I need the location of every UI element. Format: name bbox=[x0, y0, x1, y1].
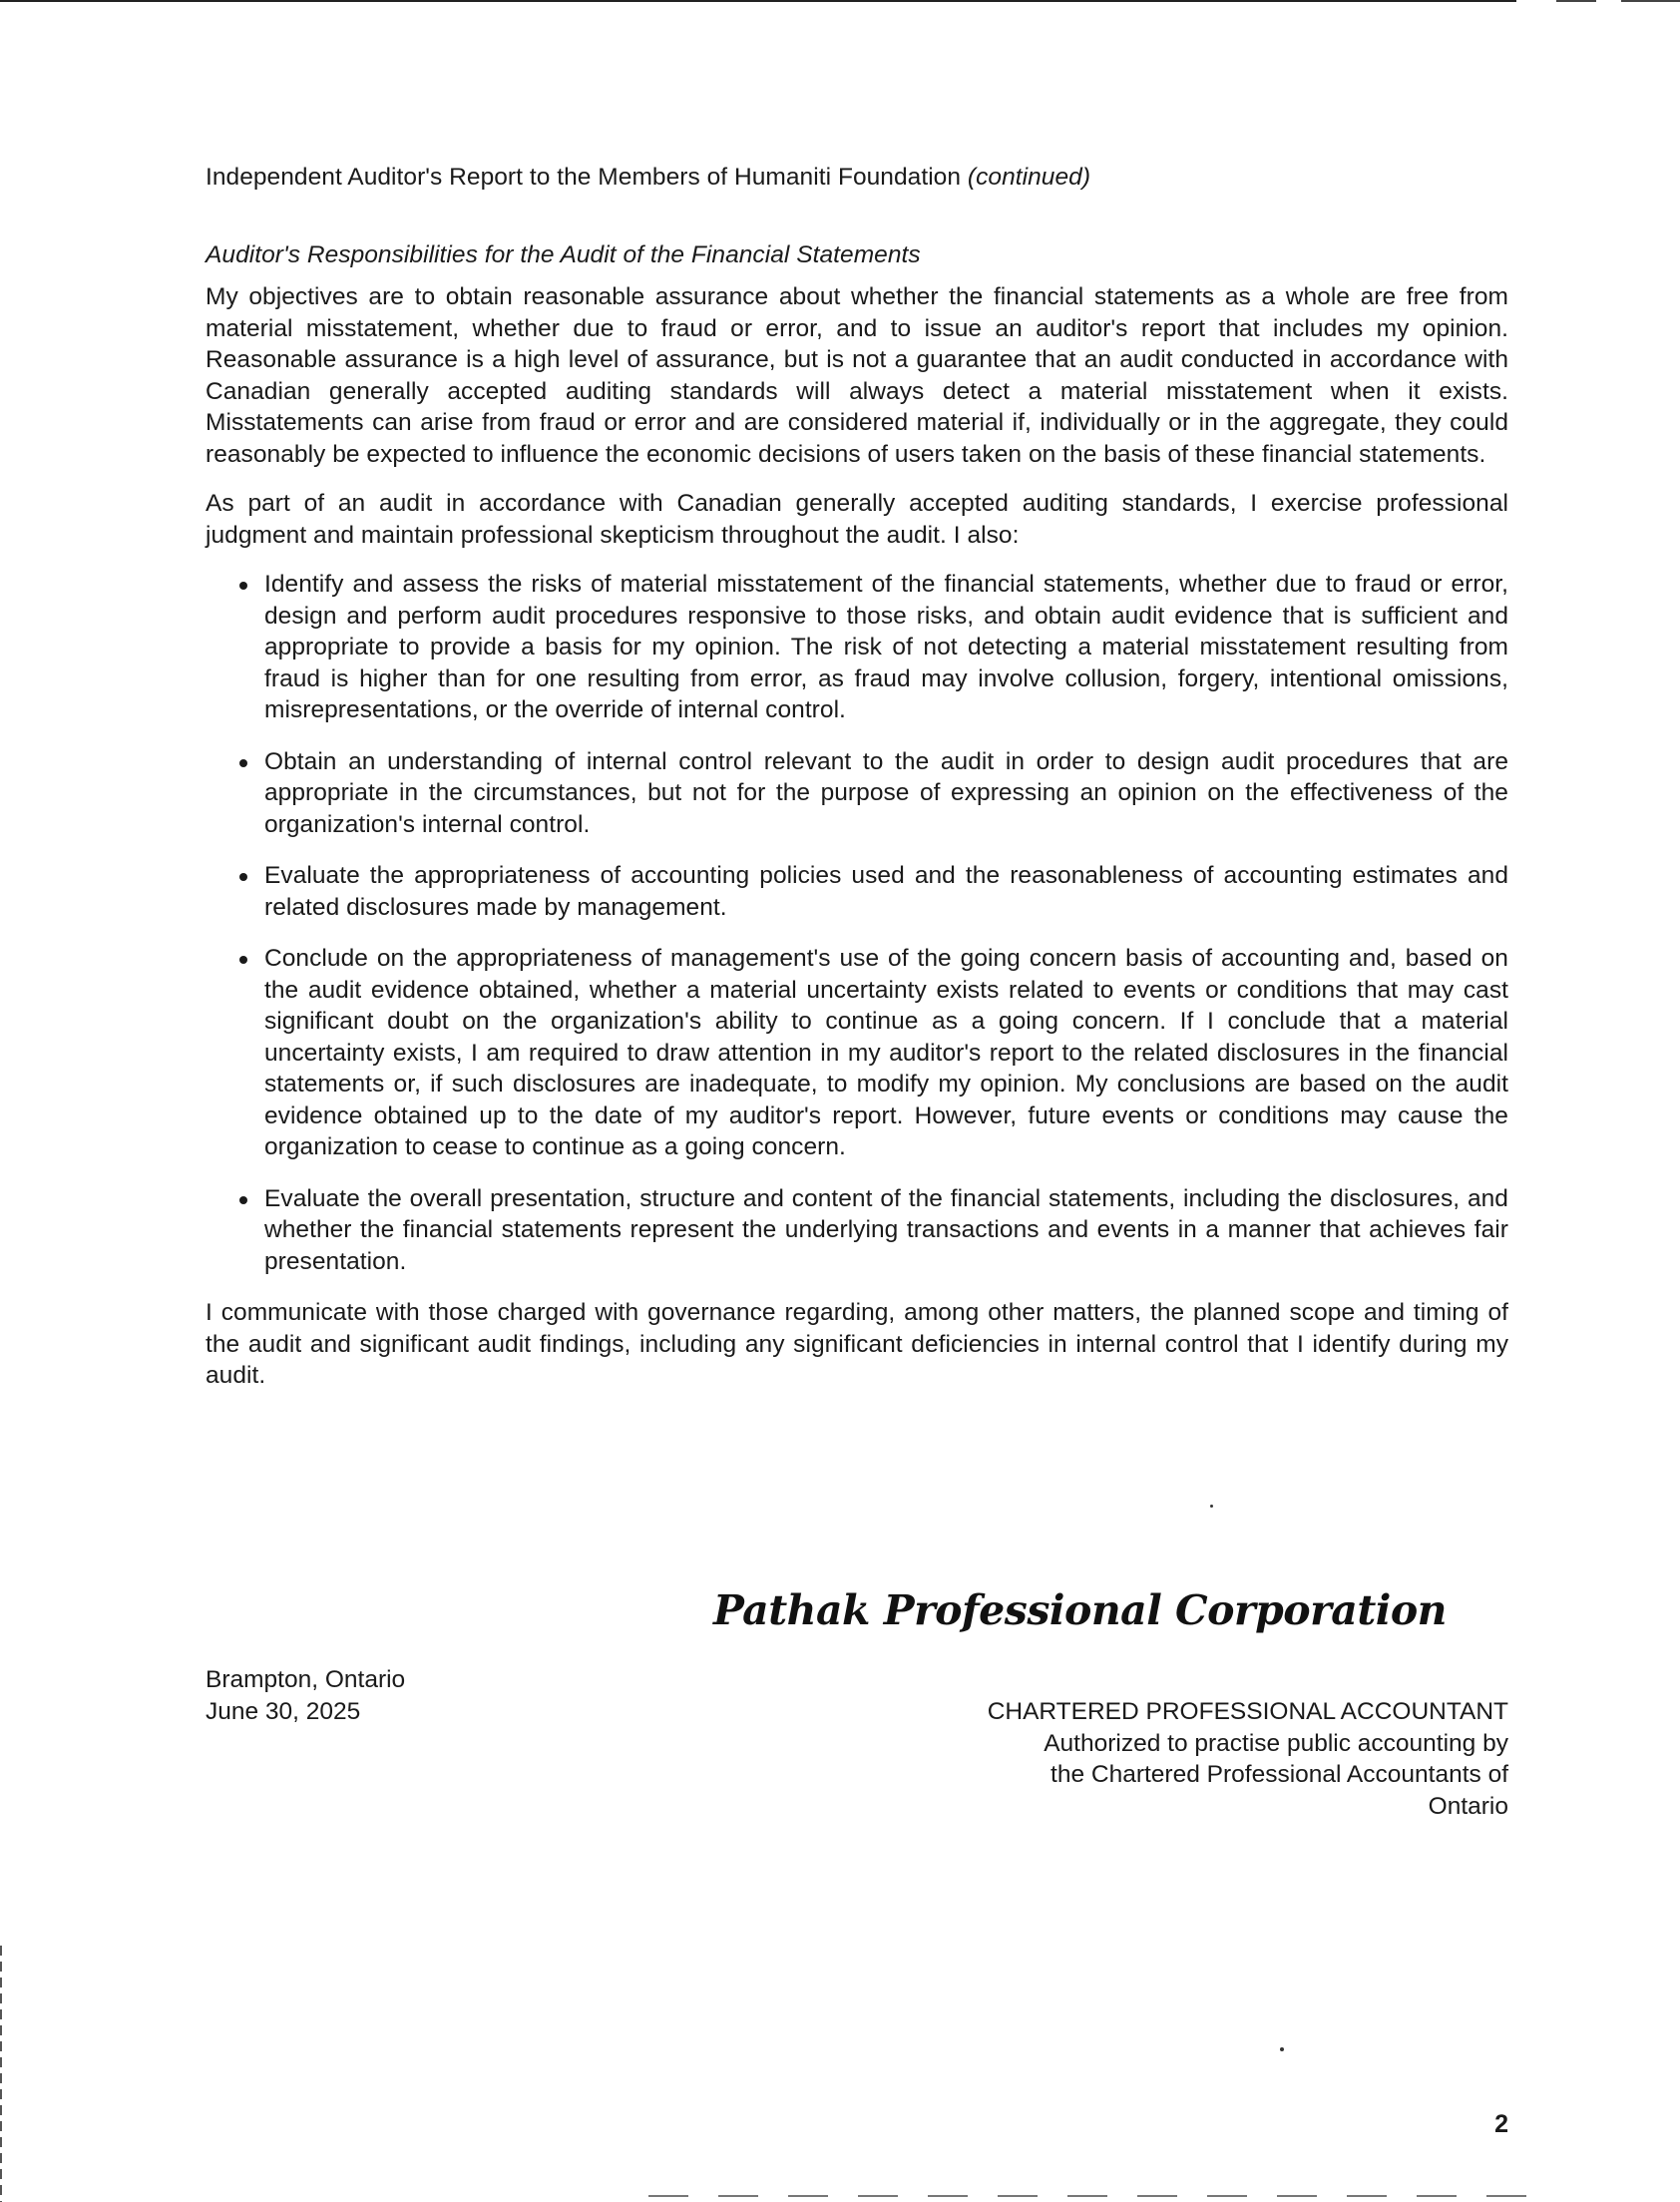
list-item: Evaluate the overall presentation, structure and content of the financial statements, including the disclosures, and whether the financial statements represent the underlying transactions and events in a manner that achieves fair presentation. bbox=[206, 1183, 1508, 1278]
scan-edge-top bbox=[0, 0, 1680, 2]
responsibilities-list bbox=[206, 569, 1508, 1277]
report-header bbox=[206, 162, 1508, 194]
authorization-line: Authorized to practise public accounting by bbox=[1044, 1729, 1508, 1757]
location-date bbox=[206, 1664, 405, 1727]
list-item: Obtain an understanding of internal control relevant to the audit in order to design audit procedures that are appropriate in the circumstances, but not for the purpose of expressing an opinion on the effectiveness of the organization's internal control. bbox=[206, 746, 1508, 841]
page-number: 2 bbox=[1494, 2110, 1508, 2138]
scan-speck bbox=[1210, 1505, 1213, 1508]
scan-edge-left bbox=[0, 1946, 2, 2202]
firm-designation bbox=[988, 1696, 1508, 1822]
city-label: Brampton, Ontario bbox=[206, 1666, 406, 1693]
list-item: Evaluate the appropriateness of accounting policies used and the reasonableness of accounting estimates and related disclosures made by management. bbox=[206, 860, 1508, 923]
report-page bbox=[206, 162, 1508, 1410]
report-title: Independent Auditor's Report to the Members of Humaniti Foundation bbox=[206, 164, 962, 191]
signature-block bbox=[206, 1586, 1508, 1846]
objectives-paragraph: My objectives are to obtain reasonable assurance about whether the financial statements as a whole are free from material misstatement, whether due to fraud or error, and to issue an auditor's report that includes my opinion. Reasonable assurance is a high level of assurance, but is not a guarantee that an audit conducted in accordance with Canadian generally accepted auditing standards will always detect a material misstatement when it exists. Misstatements can arise from fraud or error and are considered material if, individually or in the aggregate, they could reasonably be expected to influence the economic decisions of users taken on the basis of these financial statements. bbox=[206, 283, 1508, 468]
closing-paragraph: I communicate with those charged with governance regarding, among other matters, the planned scope and timing of the audit and significant audit findings, including any significant deficiencies in internal control that I identify during my audit. bbox=[206, 1299, 1508, 1389]
scan-speck bbox=[1280, 2047, 1284, 2051]
list-item: Identify and assess the risks of material misstatement of the financial statements, whether due to fraud or error, design and perform audit procedures responsive to those risks, and obtain audit evidence that is sufficient and appropriate to provide a basis for my opinion. The risk of not detecting a material misstatement resulting from fraud is higher than for one resulting from error, as fraud may involve collusion, forgery, intentional omissions, misrepresentations, or the override of internal control. bbox=[206, 569, 1508, 726]
scan-edge-bottom bbox=[648, 2195, 1546, 2197]
continued-label: (continued) bbox=[967, 164, 1091, 191]
list-item: Conclude on the appropriateness of management's use of the going concern basis of accounting and, based on the audit evidence obtained, whether a material uncertainty exists related to events or conditions that may cast significant doubt on the organization's ability to continue as a going concern. If I conclude that a material uncertainty exists, I am required to draw attention in my auditor's report to the related disclosures in the financial statements or, if such disclosures are inadequate, to modify my opinion. My conclusions are based on the audit evidence obtained up to the date of my auditor's report. However, future events or conditions may cause the organization to cease to continue as a going concern. bbox=[206, 943, 1508, 1163]
intro-paragraph: As part of an audit in accordance with Canadian generally accepted auditing standards, I exercise professional judgment and maintain professional skepticism throughout the audit. I also: bbox=[206, 490, 1508, 549]
authorization-line: the Chartered Professional Accountants of bbox=[1050, 1761, 1508, 1788]
section-title: Auditor's Responsibilities for the Audit of the Financial Statements bbox=[206, 240, 921, 268]
authorization-line: Ontario bbox=[1428, 1792, 1508, 1820]
date-label: June 30, 2025 bbox=[206, 1697, 361, 1725]
designation-label: CHARTERED PROFESSIONAL ACCOUNTANT bbox=[987, 1698, 1508, 1725]
handwritten-signature: Pathak Professional Corporation bbox=[712, 1586, 1447, 1634]
